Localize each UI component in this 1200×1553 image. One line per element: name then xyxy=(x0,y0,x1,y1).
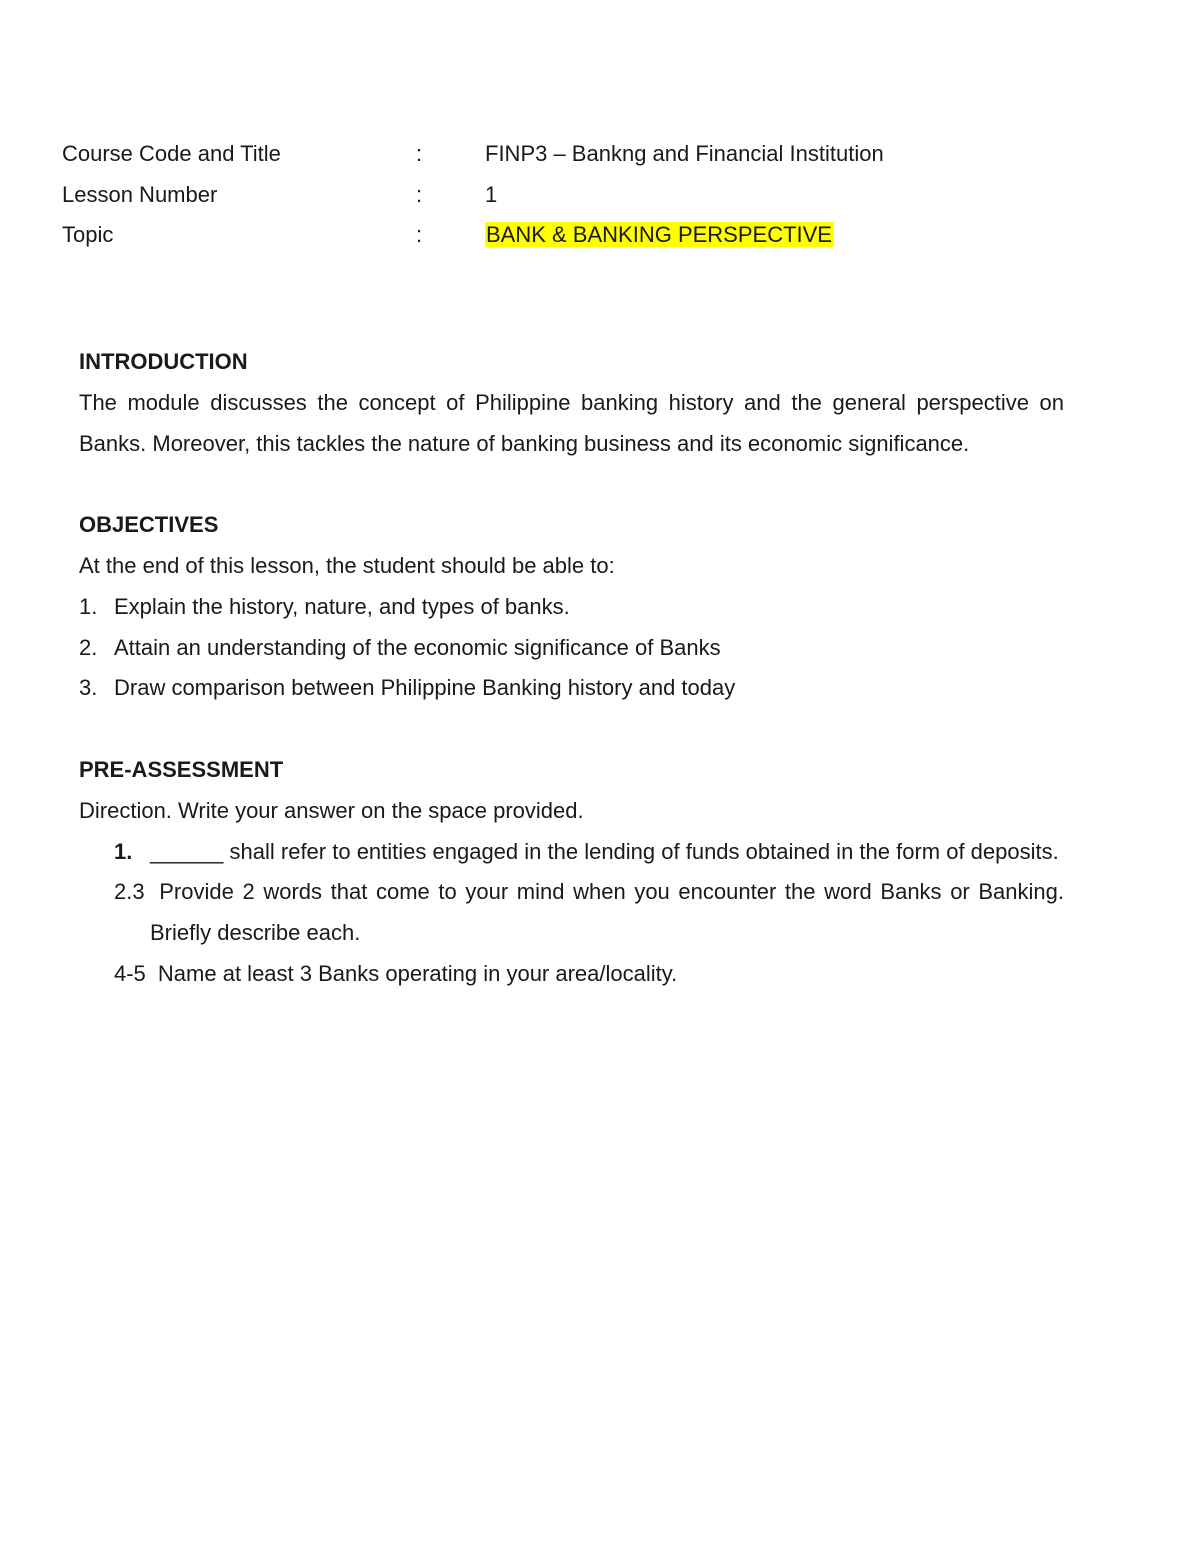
question-item xyxy=(79,832,1064,873)
objective-item xyxy=(79,668,1064,709)
pre-assessment-direction: Direction. Write your answer on the space provided. xyxy=(79,797,584,823)
lesson-number-value: 1 xyxy=(485,181,498,207)
topic-highlight: BANK & BANKING PERSPECTIVE xyxy=(486,222,832,247)
question-text: Name at least 3 Banks operating in your area/locality. xyxy=(157,960,678,986)
objectives-list xyxy=(79,587,1064,709)
course-info-table xyxy=(62,139,1062,261)
topic-colon: : xyxy=(416,222,423,247)
question-text: Provide 2 words that come to your mind when you encounter the word Banks or Banking. Briefly describe each. xyxy=(150,879,1064,946)
question-number: 1. xyxy=(114,838,133,864)
objective-text: Attain an understanding of the economic significance of Banks xyxy=(114,634,721,660)
pre-assessment-heading: PRE-ASSESSMENT xyxy=(79,756,284,782)
objectives-lead: At the end of this lesson, the student should be able to: xyxy=(79,552,615,578)
course-code-row xyxy=(62,139,1062,180)
question-item xyxy=(79,954,1064,995)
introduction-text: The module discusses the concept of Philippine banking history and the general perspective on Banks. Moreover, this tackles the nature of banking business and its economic significance. xyxy=(79,389,1064,456)
section-spacer xyxy=(79,709,1064,750)
course-code-colon: : xyxy=(416,141,423,166)
objectives-section xyxy=(79,505,1064,709)
lesson-number-row xyxy=(62,180,1062,221)
objective-number: 2. xyxy=(79,634,98,660)
pre-assessment-section xyxy=(79,750,1064,995)
introduction-section xyxy=(79,342,1064,464)
section-spacer xyxy=(79,464,1064,505)
lesson-content xyxy=(79,342,1064,995)
objective-number: 1. xyxy=(79,593,98,619)
course-code-value: FINP3 – Bankng and Financial Institution xyxy=(485,141,884,166)
lesson-number-colon: : xyxy=(416,181,423,207)
objective-number: 3. xyxy=(79,675,98,701)
lesson-number-label: Lesson Number xyxy=(62,181,218,207)
topic-label: Topic xyxy=(62,222,114,247)
topic-value xyxy=(485,220,834,250)
objective-text: Draw comparison between Philippine Banking history and today xyxy=(114,675,736,701)
objective-item xyxy=(79,587,1064,628)
objective-item xyxy=(79,628,1064,669)
question-number: 2.3 xyxy=(114,879,145,905)
question-item xyxy=(79,872,1064,954)
question-text: ______ shall refer to entities engaged in the lending of funds obtained in the form of deposits. xyxy=(150,838,1059,864)
introduction-heading: INTRODUCTION xyxy=(79,349,248,374)
course-code-label: Course Code and Title xyxy=(62,141,281,166)
objectives-heading: OBJECTIVES xyxy=(79,512,219,538)
question-number: 4-5 xyxy=(114,960,146,986)
objective-text: Explain the history, nature, and types of banks. xyxy=(114,593,570,619)
topic-row xyxy=(62,220,1062,261)
pre-assessment-list xyxy=(79,832,1064,995)
